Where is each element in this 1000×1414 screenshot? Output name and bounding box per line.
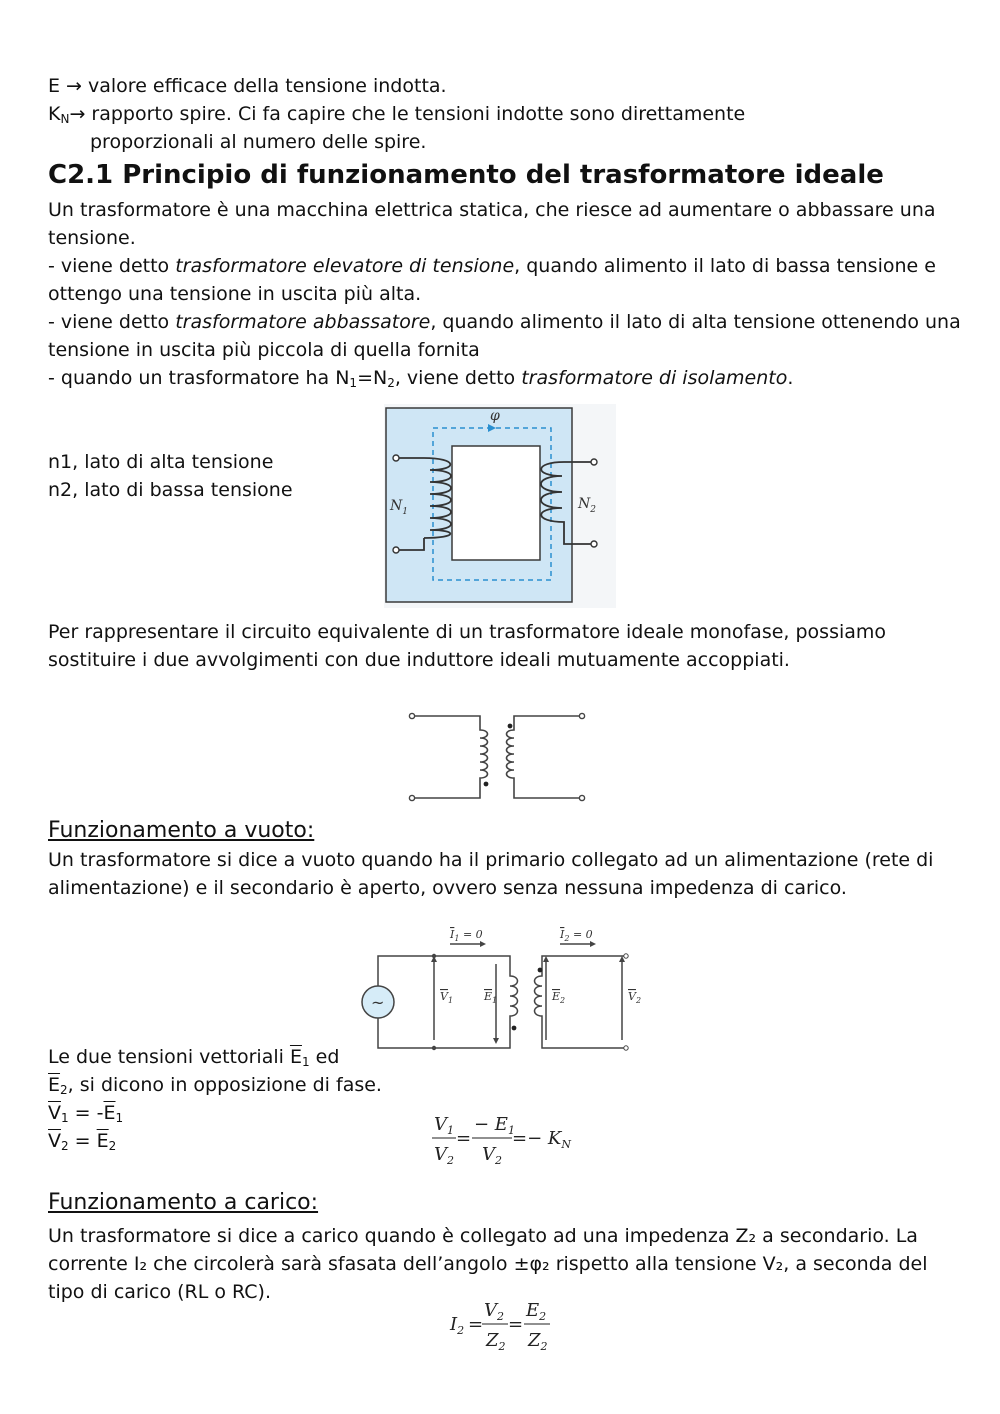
relation-v1: $\overline{V}_1 = -\overline{E}_1$ [48, 1102, 124, 1125]
svg-text:− E1: − $E_1$ [474, 1114, 515, 1137]
svg-text:I2: $I_2$ [450, 1314, 465, 1337]
primary-terminal-top [393, 455, 399, 461]
v1-label: $V_1$ [440, 990, 454, 1005]
svg-text:Z2: $Z_2$ [528, 1330, 548, 1353]
vuoto-paragraph-cont: alimentazione) e il secondario è aperto, ovvero senza nessuna impedenza di carico. [48, 877, 847, 899]
svg-text:V1: $V_1$ [434, 1114, 454, 1137]
terminal-4 [579, 795, 584, 800]
svg-text:E2: $E_2$ [526, 1300, 547, 1323]
abbassatore-line: - viene detto trasformatore abbassatore, quando alimento il lato di alta tensione ottenendo una [48, 311, 961, 333]
transformer-core-figure [384, 404, 616, 608]
terminal-3 [579, 713, 584, 718]
polarity-dot-primary [512, 1026, 517, 1031]
paragraph-intro: Un trasformatore è una macchina elettrica statica, che riesce ad aumentare o abbassare una [48, 199, 936, 221]
v2-label: $V_2$ [628, 990, 642, 1005]
svg-text:V2: $V_2$ [434, 1144, 454, 1167]
abbassatore-line-cont: tensione in uscita più piccola di quella fornita [48, 339, 480, 361]
n2-label: n2, lato di bassa tensione [48, 479, 293, 501]
opposition-line-cont: $\overline{E}_2$, si dicono in opposizione di fase. [48, 1074, 382, 1097]
e-definition: E → valore efficace della tensione indotta. [48, 75, 447, 97]
i1-label: $I_1 = 0$ [450, 928, 483, 943]
relation-v2: $\overline{V}_2 = \overline{E}_2$ [48, 1130, 117, 1153]
coupled-inductors-figure [404, 708, 590, 806]
svg-text:Z2: $Z_2$ [486, 1330, 506, 1353]
node-bottom-2 [624, 1046, 628, 1050]
e2-label: $E_2$ [552, 990, 566, 1005]
svg-text:=− KN: =− $K_N$ [512, 1128, 571, 1151]
vuoto-title: Funzionamento a vuoto: [48, 818, 315, 843]
node-top [432, 954, 436, 958]
terminal-1 [409, 713, 414, 718]
svg-text:V2: $V_2$ [482, 1144, 502, 1167]
secondary-terminal-bottom [591, 541, 597, 547]
svg-text:V2: $V_2$ [484, 1300, 504, 1323]
polarity-dot-secondary [538, 968, 543, 973]
no-load-circuit-figure [360, 924, 650, 1056]
paragraph-intro-cont: tensione. [48, 227, 136, 249]
carico-paragraph-cont: corrente I₂ che circolerà sarà sfasata dell’angolo ±φ₂ rispetto alla tensione V₂, a seconda del [48, 1253, 928, 1275]
svg-text:~: ~ [371, 993, 385, 1012]
opposition-line: Le due tensioni vettoriali $\overline{E}_1$ ed [48, 1046, 340, 1069]
elevatore-line-cont: ottengo una tensione in uscita più alta. [48, 283, 422, 305]
svg-text:=: = [508, 1314, 524, 1335]
e1-label: $E_1$ [484, 990, 498, 1005]
node-bottom [432, 1046, 436, 1050]
kn-definition-cont: proporzionali al numero delle spire. [90, 131, 427, 153]
equivalent-paragraph-cont: sostituire i due avvolgimenti con due induttore ideali mutuamente accoppiati. [48, 649, 790, 671]
n1-symbol: $N_1$ [390, 498, 408, 517]
carico-paragraph-cont2: tipo di carico (RL o RC). [48, 1281, 271, 1303]
n2-symbol: $N_2$ [578, 496, 596, 515]
secondary-loop [535, 956, 627, 1048]
vuoto-paragraph: Un trasformatore si dice a vuoto quando ha il primario collegato ad un alimentazione (rete di [48, 849, 934, 871]
secondary-terminal-top [591, 459, 597, 465]
core-window [452, 446, 540, 560]
carico-paragraph: Un trasformatore si dice a carico quando è collegato ad una impedenza Z₂ a secondario. La [48, 1225, 918, 1247]
secondary-inductor [507, 716, 581, 798]
carico-title: Funzionamento a carico: [48, 1190, 319, 1215]
i2-label: $I_2 = 0$ [560, 928, 593, 943]
primary-terminal-bottom [393, 547, 399, 553]
phi-label: φ [490, 408, 500, 424]
current-formula [448, 1294, 568, 1354]
equivalent-paragraph: Per rappresentare il circuito equivalente di un trasformatore ideale monofase, possiamo [48, 621, 887, 643]
polarity-dot-primary [484, 782, 489, 787]
n1-label: n1, lato di alta tensione [48, 451, 274, 473]
terminal-2 [409, 795, 414, 800]
svg-text:=: = [468, 1314, 484, 1335]
kn-definition: $K_N\to$ rapporto spire. Ci fa capire che le tensioni indotte sono direttamente [48, 103, 746, 126]
polarity-dot-secondary [508, 724, 513, 729]
svg-text:=: = [456, 1128, 472, 1149]
isolamento-line: - quando un trasformatore ha $N_1=N_2$, viene detto trasformatore di isolamento. [48, 367, 794, 390]
elevatore-line: - viene detto trasformatore elevatore di tensione, quando alimento il lato di bassa tensione e [48, 255, 936, 277]
node-top-2 [624, 954, 628, 958]
primary-inductor [414, 716, 488, 798]
ratio-formula [428, 1108, 588, 1168]
section-title: C2.1 Principio di funzionamento del trasformatore ideale [48, 160, 884, 190]
